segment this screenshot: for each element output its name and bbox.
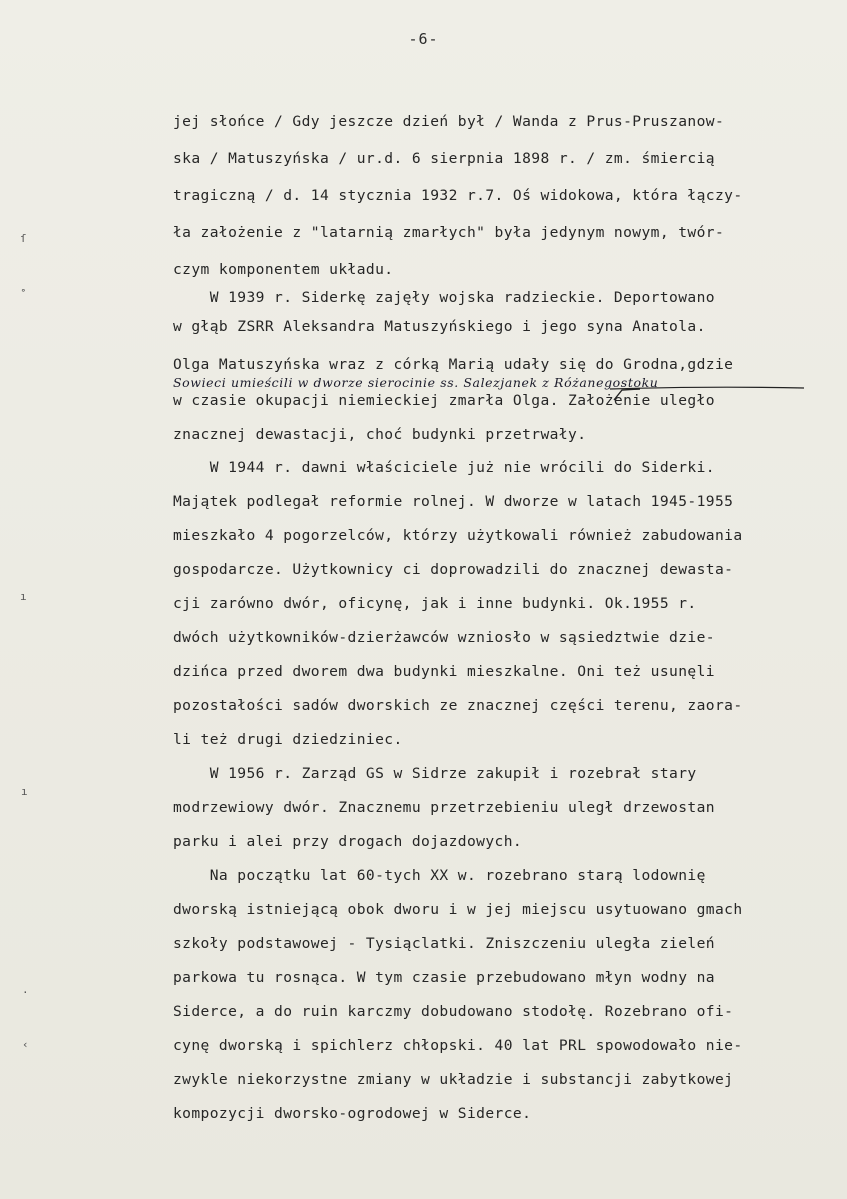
text-line: parku i alei przy drogach dojazdowych. [173, 833, 523, 850]
text-line: czym komponentem układu. [173, 261, 394, 278]
text-line: gospodarcze. Użytkownicy ci doprowadzili do znacznej dewasta- [173, 561, 734, 578]
text-line: Majątek podlegał reformie rolnej. W dworze w latach 1945-1955 [173, 493, 734, 510]
margin-mark: ſ [20, 232, 27, 245]
text-line: W 1939 r. Siderkę zajęły wojska radzieckie. Deportowano [173, 289, 715, 306]
text-line: modrzewiowy dwór. Znacznemu przetrzebieniu uległ drzewostan [173, 799, 715, 816]
page-number: -6- [408, 30, 439, 48]
text-line: tragiczną / d. 14 stycznia 1932 r.7. Oś widokowa, która łączy- [173, 187, 743, 204]
text-line: w głąb ZSRR Aleksandra Matuszyńskiego i jego syna Anatola. [173, 318, 706, 335]
text-line: mieszkało 4 pogorzelców, którzy użytkowali również zabudowania [173, 527, 743, 544]
text-line: W 1956 r. Zarząd GS w Sidrze zakupił i rozebrał stary [173, 765, 697, 782]
text-line: w czasie okupacji niemieckiej zmarła Olga. Założenie uległo [173, 392, 715, 409]
text-line: pozostałości sadów dworskich ze znacznej części terenu, zaora- [173, 697, 743, 714]
document-text [173, 110, 833, 1122]
handwritten-insertion: Sowieci umieścili w dworze sierocinie ss. Salezjanek z Różanegostoku [173, 375, 659, 390]
text-line: szkoły podstawowej - Tysiąclatki. Zniszczeniu uległa zieleń [173, 935, 715, 952]
text-line: ła założenie z "latarnią zmarłych" była jedynym nowym, twór- [173, 224, 725, 241]
text-line: zwykle niekorzystne zmiany w układzie i substancji zabytkowej [173, 1071, 734, 1088]
text-line: kompozycji dworsko-ogrodowej w Siderce. [173, 1105, 532, 1122]
text-line: cynę dworską i spichlerz chłopski. 40 lat PRL spowodowało nie- [173, 1037, 743, 1054]
text-line: Siderce, a do ruin karczmy dobudowano stodołę. Rozebrano ofi- [173, 1003, 734, 1020]
margin-mark: ˚ [20, 288, 27, 301]
text-line: ska / Matuszyńska / ur.d. 6 sierpnia 1898 r. / zm. śmiercią [173, 150, 715, 167]
handwritten-underline [608, 384, 808, 392]
text-line: li też drugi dziedziniec. [173, 731, 403, 748]
text-line: jej słońce / Gdy jeszcze dzień był / Wanda z Prus-Pruszanow- [173, 113, 725, 130]
margin-mark: · [22, 986, 29, 999]
margin-mark: ı [20, 590, 27, 603]
text-line: dwóch użytkowników-dzierżawców wzniosło w sąsiedztwie dzie- [173, 629, 715, 646]
text-line: znacznej dewastacji, choć budynki przetrwały. [173, 426, 587, 443]
text-line: cji zarówno dwór, oficynę, jak i inne budynki. Ok.1955 r. [173, 595, 697, 612]
text-line: Na początku lat 60-tych XX w. rozebrano starą lodownię [173, 867, 706, 884]
text-line: dzińca przed dworem dwa budynki mieszkalne. Oni też usunęli [173, 663, 715, 680]
margin-mark: ‹ [22, 1038, 29, 1051]
margin-mark: ı [21, 785, 28, 798]
text-line: Olga Matuszyńska wraz z córką Marią udały się do Grodna,gdzie [173, 356, 734, 373]
text-line: dworską istniejącą obok dworu i w jej miejscu usytuowano gmach [173, 901, 743, 918]
text-line: parkowa tu rosnąca. W tym czasie przebudowano młyn wodny na [173, 969, 715, 986]
text-line: W 1944 r. dawni właściciele już nie wrócili do Siderki. [173, 459, 715, 476]
